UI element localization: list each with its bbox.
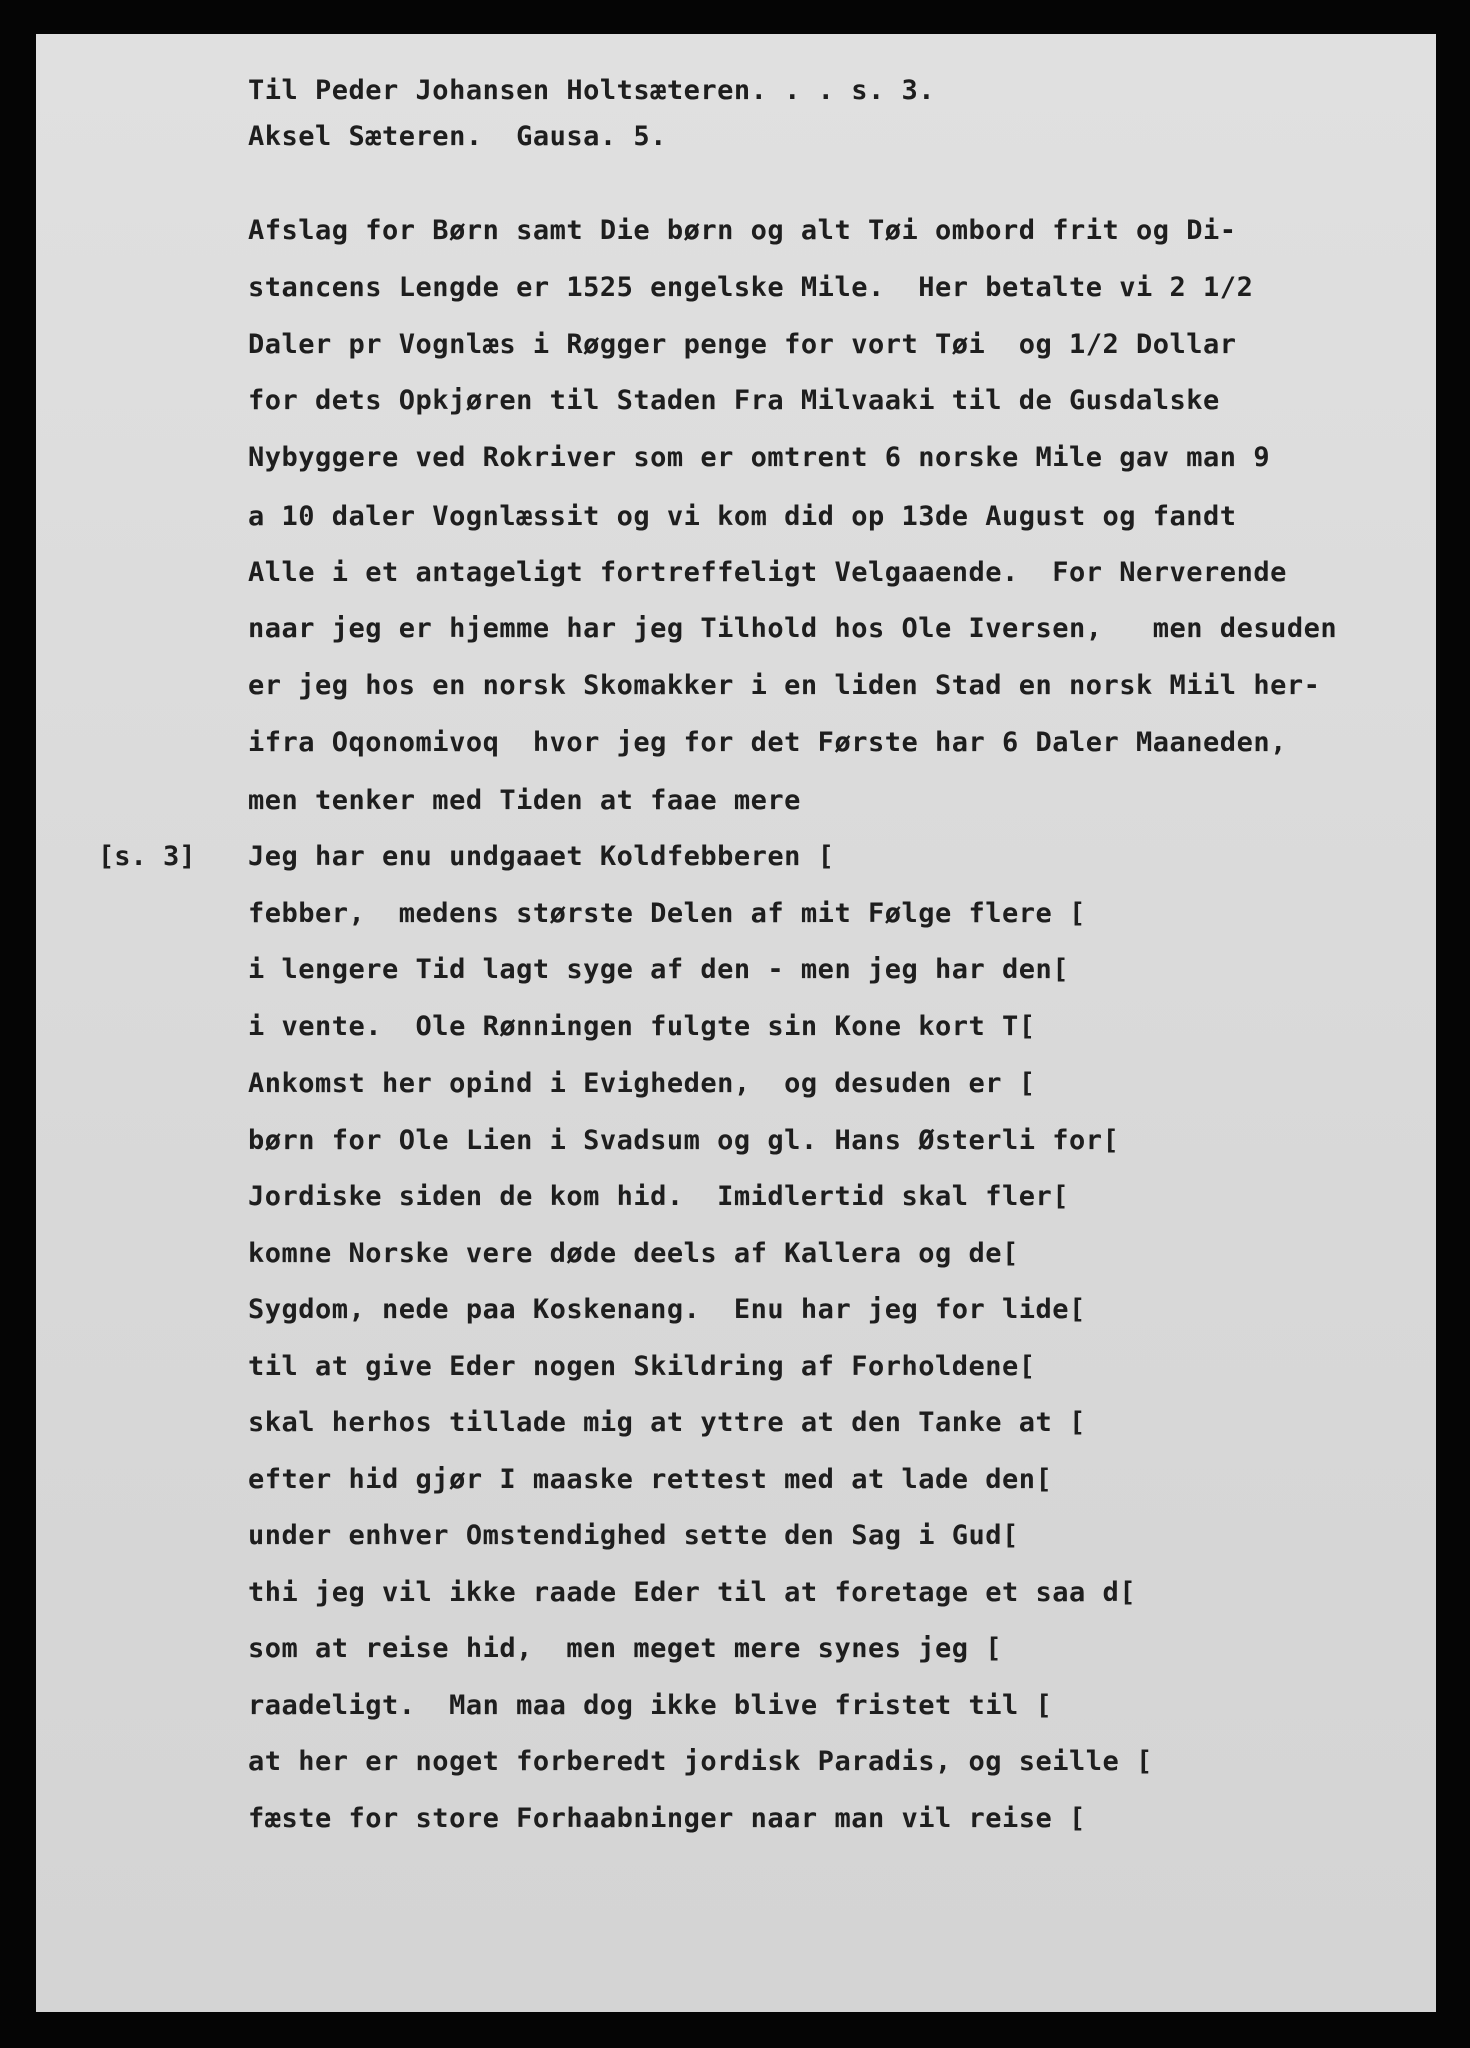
body-line: Jordiske siden de kom hid. Imidlertid skal fler[ bbox=[248, 1181, 1070, 1212]
body-line: men tenker med Tiden at faae mere bbox=[248, 785, 801, 816]
body-line: Daler pr Vognlæs i Røgger penge for vort Tøi og 1/2 Dollar bbox=[248, 329, 1237, 360]
body-line: skal herhos tillade mig at yttre at den Tanke at [ bbox=[248, 1407, 1086, 1438]
body-line: Sygdom, nede paa Koskenang. Enu har jeg for lide[ bbox=[248, 1294, 1086, 1325]
body-line: efter hid gjør I maaske rettest med at lade den[ bbox=[248, 1464, 1053, 1495]
body-line: naar jeg er hjemme har jeg Tilhold hos Ole Iversen, men desuden bbox=[248, 613, 1338, 644]
body-line: at her er noget forberedt jordisk Paradis, og seille [ bbox=[248, 1746, 1153, 1777]
body-line: for dets Opkjøren til Staden Fra Milvaaki til de Gusdalske bbox=[248, 385, 1220, 416]
body-line: thi jeg vil ikke raade Eder til at foretage et saa d[ bbox=[248, 1577, 1137, 1608]
body-line: komne Norske vere døde deels af Kallera og de[ bbox=[248, 1238, 1019, 1269]
header-line-2: Aksel Sæteren. Gausa. 5. bbox=[248, 121, 667, 152]
body-line: Ankomst her opind i Evigheden, og desuden er [ bbox=[248, 1068, 1036, 1099]
body-line: fæste for store Forhaabninger naar man vil reise [ bbox=[248, 1803, 1086, 1834]
body-line: raadeligt. Man maa dog ikke blive fristet til [ bbox=[248, 1690, 1053, 1721]
body-line: som at reise hid, men meget mere synes jeg [ bbox=[248, 1633, 1002, 1664]
body-line: a 10 daler Vognlæssit og vi kom did op 13de August og fandt bbox=[248, 501, 1237, 532]
body-line: stancens Lengde er 1525 engelske Mile. Her betalte vi 2 1/2 bbox=[248, 272, 1254, 303]
body-line: Nybyggere ved Rokriver som er omtrent 6 norske Mile gav man 9 bbox=[248, 442, 1271, 473]
body-line: er jeg hos en norsk Skomakker i en liden Stad en norsk Miil her- bbox=[248, 670, 1321, 701]
page-marker: [s. 3] bbox=[98, 841, 196, 872]
body-line: børn for Ole Lien i Svadsum og gl. Hans Østerli for[ bbox=[248, 1125, 1120, 1156]
body-line: til at give Eder nogen Skildring af Forholdene[ bbox=[248, 1351, 1036, 1382]
body-line: Jeg har enu undgaaet Koldfebberen [ bbox=[248, 841, 835, 872]
body-line: i lengere Tid lagt syge af den - men jeg har den[ bbox=[248, 954, 1070, 985]
body-line: i vente. Ole Rønningen fulgte sin Kone kort T[ bbox=[248, 1011, 1036, 1042]
body-line: ifra Oqonomivoq hvor jeg for det Første har 6 Daler Maaneden, bbox=[248, 727, 1287, 758]
body-line: Alle i et antageligt fortreffeligt Velgaaende. For Nerverende bbox=[248, 557, 1287, 588]
header-line-1: Til Peder Johansen Holtsæteren. . . s. 3. bbox=[248, 75, 935, 106]
body-line: Afslag for Børn samt Die børn og alt Tøi ombord frit og Di- bbox=[248, 215, 1237, 246]
body-line: febber, medens største Delen af mit Følge flere [ bbox=[248, 898, 1086, 929]
body-line: under enhver Omstendighed sette den Sag i Gud[ bbox=[248, 1520, 1019, 1551]
